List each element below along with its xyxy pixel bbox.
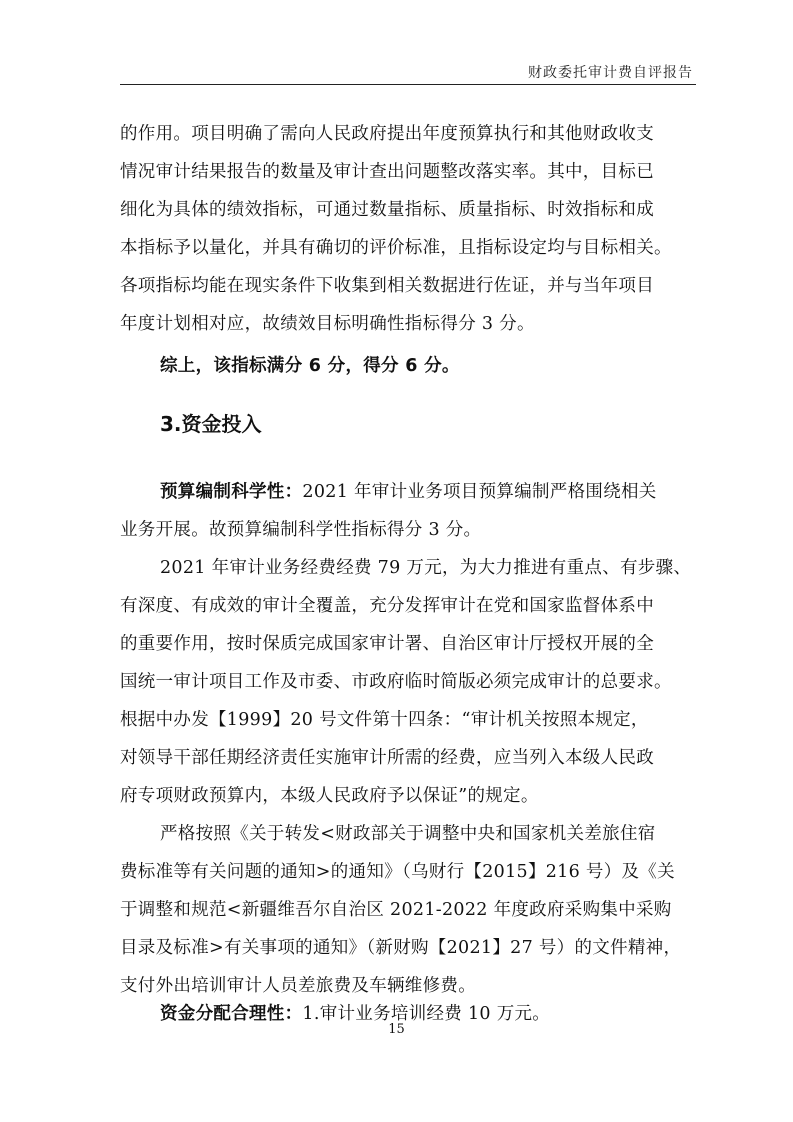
body-line: 府专项财政预算内，本级人民政府予以保证”的规定。	[120, 786, 539, 806]
summary-line: 综上，该指标满分 6 分，得分 6 分。	[160, 356, 460, 376]
body-line: 业务开展。故预算编制科学性指标得分 3 分。	[120, 520, 482, 540]
header-divider	[120, 84, 696, 85]
page-number: 15	[388, 1022, 405, 1037]
body-line: 年度计划相对应，故绩效目标明确性指标得分 3 分。	[120, 314, 535, 334]
body-line: 国统一审计项目工作及市委、市政府临时简版必须完成审计的总要求。	[120, 672, 672, 692]
body-line: 有深度、有成效的审计全覆盖，充分发挥审计在党和国家监督体系中	[120, 596, 654, 616]
body-line: 严格按照《关于转发<财政部关于调整中央和国家机关差旅住宿	[160, 824, 656, 844]
body-line: 根据中办发【1999】20 号文件第十四条：“审计机关按照本规定，	[120, 710, 649, 730]
section-heading: 3.资金投入	[160, 412, 262, 436]
budget-text: 2021 年审计业务项目预算编制严格围绕相关	[302, 482, 657, 502]
body-line: 的作用。项目明确了需向人民政府提出年度预算执行和其他财政收支	[120, 124, 654, 144]
budget-label: 预算编制科学性：	[160, 482, 303, 502]
body-line: 各项指标均能在现实条件下收集到相关数据进行佐证，并与当年项目	[120, 276, 654, 296]
body-line: 费标准等有关问题的通知>的通知》（乌财行【2015】216 号）及《关	[120, 862, 675, 882]
budget-line-1	[160, 478, 657, 503]
body-line: 目录及标准>有关事项的通知》（新财购【2021】27 号）的文件精神，	[120, 938, 682, 958]
body-line: 于调整和规范<新疆维吾尔自治区 2021-2022 年度政府采购集中采购	[120, 900, 672, 920]
header-title: 财政委托审计费自评报告	[528, 65, 693, 81]
body-line: 对领导干部任期经济责任实施审计所需的经费，应当列入本级人民政	[120, 748, 654, 768]
body-line: 情况审计结果报告的数量及审计查出问题整改落实率。其中，目标已	[120, 162, 654, 182]
allocation-label: 资金分配合理性：	[160, 1004, 303, 1024]
body-line: 支付外出培训审计人员差旅费及车辆维修费。	[120, 976, 476, 996]
body-line: 2021 年审计业务经费经费 79 万元，为大力推进有重点、有步骤、	[160, 558, 692, 578]
body-line: 细化为具体的绩效指标，可通过数量指标、质量指标、时效指标和成	[120, 200, 654, 220]
body-line: 本指标予以量化，并具有确切的评价标准，且指标设定均与目标相关。	[120, 238, 672, 258]
allocation-text: 1.审计业务培训经费 10 万元。	[302, 1004, 551, 1024]
body-line: 的重要作用，按时保质完成国家审计署、自治区审计厅授权开展的全	[120, 634, 654, 654]
